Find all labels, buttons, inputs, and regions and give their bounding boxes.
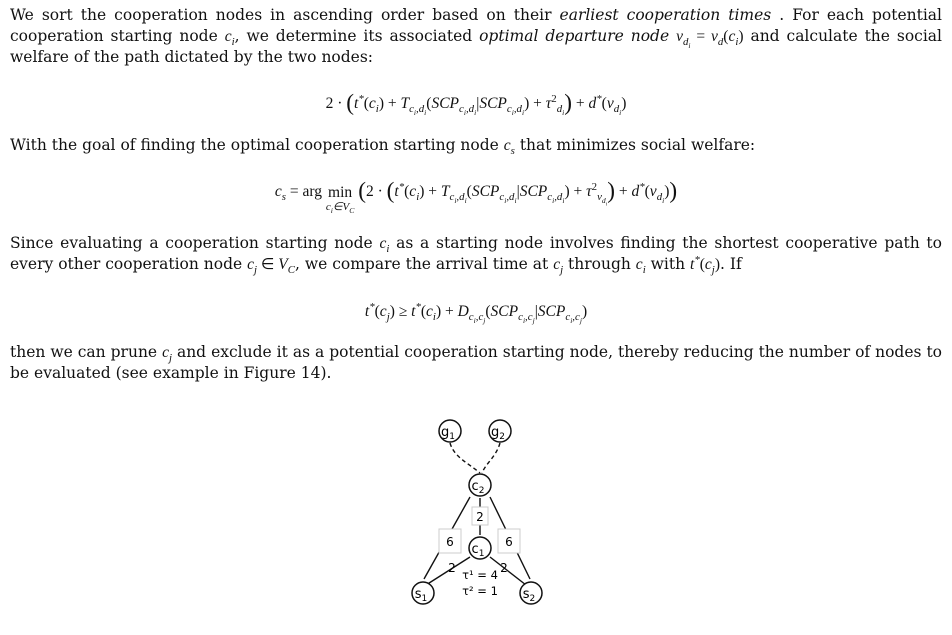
node-g1 — [439, 420, 461, 442]
p3-text-a: Since evaluating a cooperation starting node — [10, 234, 380, 252]
equation-argmin: $c_s$ = arg min $c_i\in V_C$ $(2 \cdot (t^*(c_i) + T_{c_i,d_i}(SCP_{c_i,d_i}|SCP_{c_i,d_i}) + \tau^2_{v_{d_i}}) + d^*(v_{d_i}))$ — [274, 178, 678, 216]
label-weight-s2-c1: 2 — [500, 561, 508, 575]
p1-emphasis-odn: optimal departure node — [479, 27, 670, 45]
p1-text-b: . For each potential cooperation starting node — [10, 6, 942, 45]
figure-14-graph — [402, 413, 562, 617]
paragraph-evaluation — [10, 233, 942, 275]
graph-svg — [402, 413, 562, 611]
node-s1 — [412, 582, 434, 604]
equation-social-welfare: $2 \cdot (t^*(c_i) + T_{c_i,d_i}(SCP_{c_i,d_i}|SCP_{c_i,d_i}) + \tau^2_{d_i}) + d^*(v_{d_i})$ — [325, 90, 627, 118]
label-weight-c2-c1: 2 — [476, 510, 484, 524]
math-ci-3: $c_i$ — [635, 256, 646, 277]
svg-text:s2: $s_2$ — [522, 587, 536, 604]
svg-text:s1: $s_1$ — [414, 587, 428, 604]
label-weight-left: 6 — [446, 535, 454, 549]
p1-text-a: We sort the cooperation nodes in ascending order based on their — [10, 6, 560, 24]
p1-text-c: , we determine its associated — [234, 27, 480, 45]
p1-text-d: and calculate the social welfare of the path dictated by the two nodes: — [10, 27, 942, 66]
node-c1 — [469, 537, 491, 559]
p4-text-b: and exclude it as a potential cooperation starting node, thereby reducing the number of nodes to be evaluated (see example in Figure 14). — [10, 343, 943, 382]
math-cj-2: $c_j$ — [162, 344, 172, 365]
svg-text:g2: $g_2$ — [491, 425, 505, 442]
math-cs: $c_s$ — [503, 137, 515, 158]
label-weight-right: 6 — [505, 535, 513, 549]
label-tau2: τ² = 1 — [462, 584, 498, 598]
paragraph-sort-nodes — [10, 5, 942, 68]
svg-text:c2: $c_2$ — [471, 479, 485, 496]
math-ci: $c_i$ — [224, 28, 235, 49]
label-weight-s1-c1: 2 — [448, 561, 456, 575]
node-s2 — [520, 582, 542, 604]
node-g2 — [489, 420, 511, 442]
svg-text:g1: $g_1$ — [441, 425, 455, 442]
p3-text-c: , we compare the arrival time at — [294, 255, 554, 273]
node-c2 — [469, 474, 491, 496]
math-cj-in-vc: $c_j$ ∈ $V_C$ — [247, 256, 295, 277]
edge-g1-c2 — [450, 443, 480, 473]
p3-text-e: with — [645, 255, 690, 273]
equation-prune-condition: $t^*(c_j) \ge t^*(c_i) + D_{c_i,c_j}(SCP_{c_i,c_j}|SCP_{c_i,c_j})$ — [364, 300, 588, 326]
svg-text:c1: $c_1$ — [471, 542, 485, 559]
label-tau1: τ¹ = 4 — [462, 568, 498, 582]
math-tstar-cj: $t^*(c_j)$ — [690, 253, 720, 277]
paragraph-goal — [10, 135, 942, 156]
p4-text-a: then we can prune — [10, 343, 163, 361]
math-ci-2: $c_i$ — [379, 235, 390, 256]
paragraph-prune — [10, 342, 942, 384]
p2-text-end: that minimizes social welfare: — [514, 136, 756, 154]
p3-text-b: as a starting node involves finding the shortest cooperative path to every other cooperation node — [10, 234, 942, 273]
p2-text: With the goal of finding the optimal cooperation starting node — [10, 136, 504, 154]
p3-text-f: . If — [719, 255, 742, 273]
p3-text-d: through — [563, 255, 636, 273]
math-cj: $c_j$ — [553, 256, 564, 277]
edge-g2-c2 — [482, 443, 500, 473]
math-vdi-def: $v_{d_i} = v_d(c_i)$ — [676, 28, 744, 51]
p1-emphasis-ect: earliest cooperation times — [559, 6, 772, 24]
